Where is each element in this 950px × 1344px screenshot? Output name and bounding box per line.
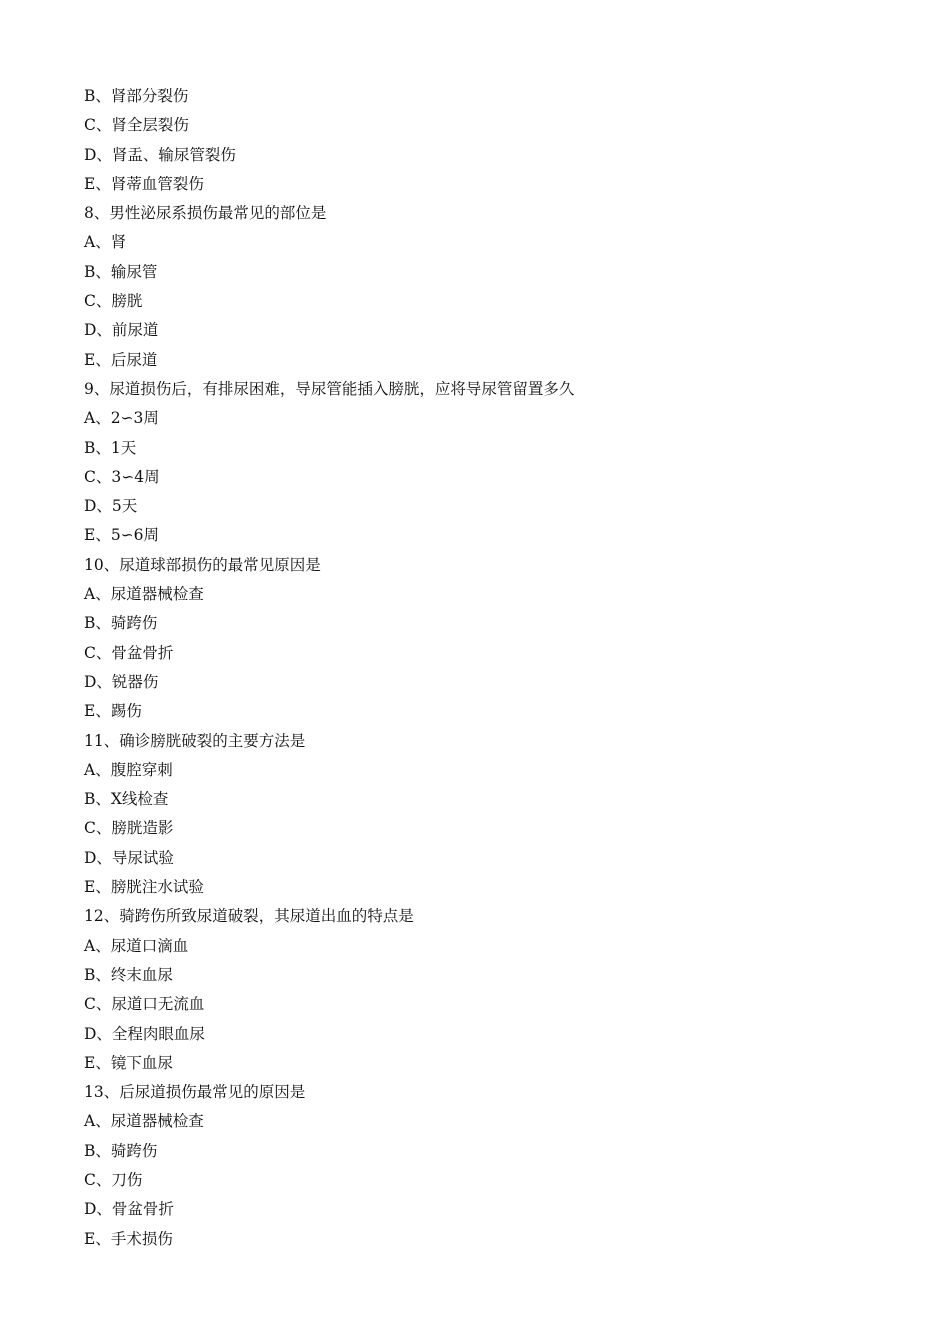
question-text: 13、后尿道损伤最常见的原因是 — [84, 1083, 306, 1102]
answer-option: D、骨盆骨折 — [84, 1200, 174, 1219]
answer-option: D、肾盂、输尿管裂伤 — [84, 145, 236, 164]
question-text: 11、确诊膀胱破裂的主要方法是 — [84, 731, 306, 750]
answer-option: A、尿道器械检查 — [84, 1112, 204, 1131]
answer-option: B、骑跨伤 — [84, 1141, 158, 1160]
answer-option: C、膀胱造影 — [84, 819, 174, 838]
answer-option: C、骨盆骨折 — [84, 643, 174, 662]
question-text: 10、尿道球部损伤的最常见原因是 — [84, 555, 321, 574]
answer-option: D、锐器伤 — [84, 672, 159, 691]
answer-option: A、2∽3周 — [84, 409, 159, 428]
answer-option: C、膀胱 — [84, 292, 143, 311]
answer-option: E、肾蒂血管裂伤 — [84, 174, 204, 193]
answer-option: B、X线检查 — [84, 790, 169, 809]
answer-option: B、骑跨伤 — [84, 614, 158, 633]
answer-option: E、镜下血尿 — [84, 1053, 173, 1072]
answer-option: E、后尿道 — [84, 350, 158, 369]
answer-option: E、5∽6周 — [84, 526, 160, 545]
answer-option: A、尿道器械检查 — [84, 585, 204, 604]
answer-option: E、手术损伤 — [84, 1229, 173, 1248]
answer-option: B、肾部分裂伤 — [84, 87, 189, 105]
answer-option: D、5天 — [84, 497, 138, 516]
answer-option: B、1天 — [84, 438, 137, 457]
question-text: 9、尿道损伤后，有排尿困难，导尿管能插入膀胱，应将导尿管留置多久 — [84, 379, 575, 398]
answer-option: B、输尿管 — [84, 262, 158, 281]
answer-option: E、膀胱注水试验 — [84, 878, 204, 897]
answer-option: B、终末血尿 — [84, 965, 173, 984]
answer-option: C、尿道口无流血 — [84, 995, 205, 1014]
answer-option: D、全程肉眼血尿 — [84, 1024, 205, 1043]
answer-option: A、腹腔穿刺 — [84, 760, 173, 779]
answer-option: A、尿道口滴血 — [84, 936, 189, 955]
answer-option: C、3∽4周 — [84, 467, 160, 486]
question-text: 12、骑跨伤所致尿道破裂，其尿道出血的特点是 — [84, 907, 414, 926]
answer-option: D、前尿道 — [84, 321, 159, 340]
answer-option: E、踢伤 — [84, 702, 142, 721]
answer-option: A、肾 — [84, 233, 127, 252]
answer-option: C、刀伤 — [84, 1170, 143, 1189]
answer-option: C、肾全层裂伤 — [84, 116, 189, 135]
answer-option: D、导尿试验 — [84, 848, 174, 867]
question-text: 8、男性泌尿系损伤最常见的部位是 — [84, 204, 327, 223]
document-page — [84, 82, 884, 1254]
